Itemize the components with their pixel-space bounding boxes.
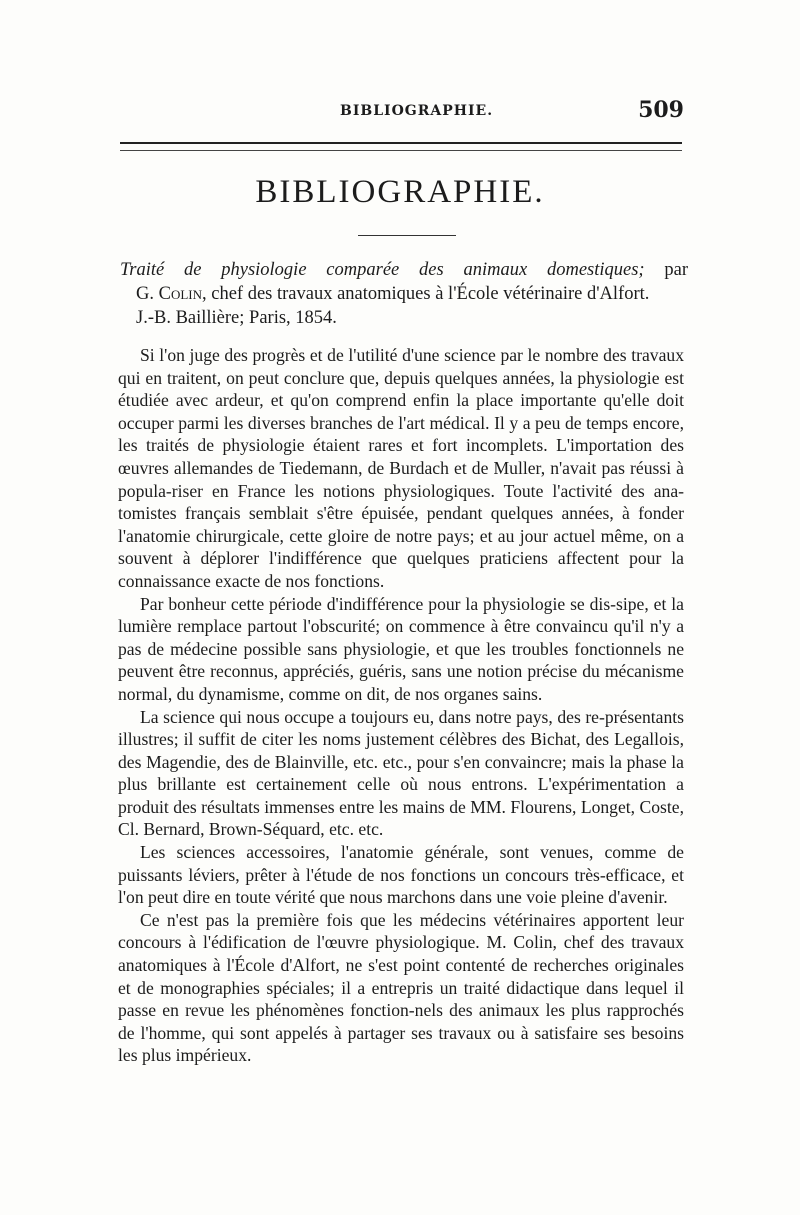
review-body bbox=[118, 344, 684, 1067]
paragraph: Les sciences accessoires, l'anatomie générale, sont venues, comme de puissants léviers, prêter à l'étude de nos fonctions un concours très-efficace, et l'on peut dire en toute vérité que nous marchons dans une voie pleine d'avenir. bbox=[118, 842, 684, 908]
author-description: , chef des travaux anatomiques à l'École vétérinaire d'Alfort. bbox=[202, 284, 650, 304]
running-title: BIBLIOGRAPHIE. bbox=[340, 103, 494, 119]
section-title: BIBLIOGRAPHIE. bbox=[255, 174, 545, 210]
bibliographic-entry bbox=[120, 258, 688, 330]
bib-line-title bbox=[120, 258, 688, 282]
header-double-rule bbox=[120, 142, 682, 151]
bib-line-author bbox=[120, 282, 688, 306]
page-number: 509 bbox=[638, 97, 684, 123]
book-author: G. Colin bbox=[136, 284, 202, 304]
running-head bbox=[118, 97, 684, 127]
paragraph: Si l'on juge des progrès et de l'utilité d'une science par le nombre des travaux qui en traitent, on peut conclure que, depuis quelques années, la physiologie est étudiée avec ardeur, et qu'on comprend enfin la place importante qu'elle doit occuper parmi les diverses branches de l'art médical. Il y a peu de temps encore, les traités de physiologie étaient rares et fort incomplets. L'importation des œuvres allemandes de Tiedemann, de Burdach et de Muller, n'avait pas réussi à popula-riser en France les notions physiologiques. Toute l'activité des ana-tomistes français semblait s'être épuisée, pendant quelques années, à fonder l'anatomie chirurgicale, cette gloire de notre pays; et au jour actuel même, on a souvent à déplorer l'indifférence que quelques praticiens affectent pour la connaissance exacte de nos fonctions. bbox=[118, 345, 684, 591]
paragraph: Ce n'est pas la première fois que les médecins vétérinaires apportent leur concours à l'édification de l'œuvre physiologique. M. Colin, chef des travaux anatomiques à l'École d'Alfort, ne s'est point contenté de recherches originales et de monographies spéciales; il a entrepris un traité didactique dans lequel il passe en revue les phénomènes fonction-nels des animaux les plus rapprochés de l'homme, qui sont appelés à partager ses travaux ou à satisfaire ses besoins les plus impérieux. bbox=[118, 909, 684, 1066]
book-title: Traité de physiologie comparée des animaux domestiques; bbox=[120, 260, 645, 280]
title-divider bbox=[358, 235, 456, 236]
paragraph: Par bonheur cette période d'indifférence pour la physiologie se dis-sipe, et la lumière remplace partout l'obscurité; on commence à être convaincu qu'il n'y a pas de médecine possible sans physiologie, et que les troubles fonctionnels ne peuvent être reconnus, appréciés, guéris, sans une notion précise du mécanisme normal, du dynamisme, comme on dit, de nos organes sains. bbox=[118, 593, 684, 704]
bib-by: par bbox=[644, 260, 688, 280]
bib-line-publisher: J.-B. Baillière; Paris, 1854. bbox=[136, 308, 337, 328]
paragraph: La science qui nous occupe a toujours eu, dans notre pays, des re-présentants illustres; il suffit de citer les noms justement célèbres des Bichat, des Legallois, des Magendie, des de Blainville, etc. etc., pour s'en convaincre; mais la phase la plus brillante est certainement celle où nous entrons. L'expérimentation a produit des résultats immenses entre les mains de MM. Flourens, Longet, Coste, Cl. Bernard, Brown-Séquard, etc. etc. bbox=[118, 706, 684, 840]
